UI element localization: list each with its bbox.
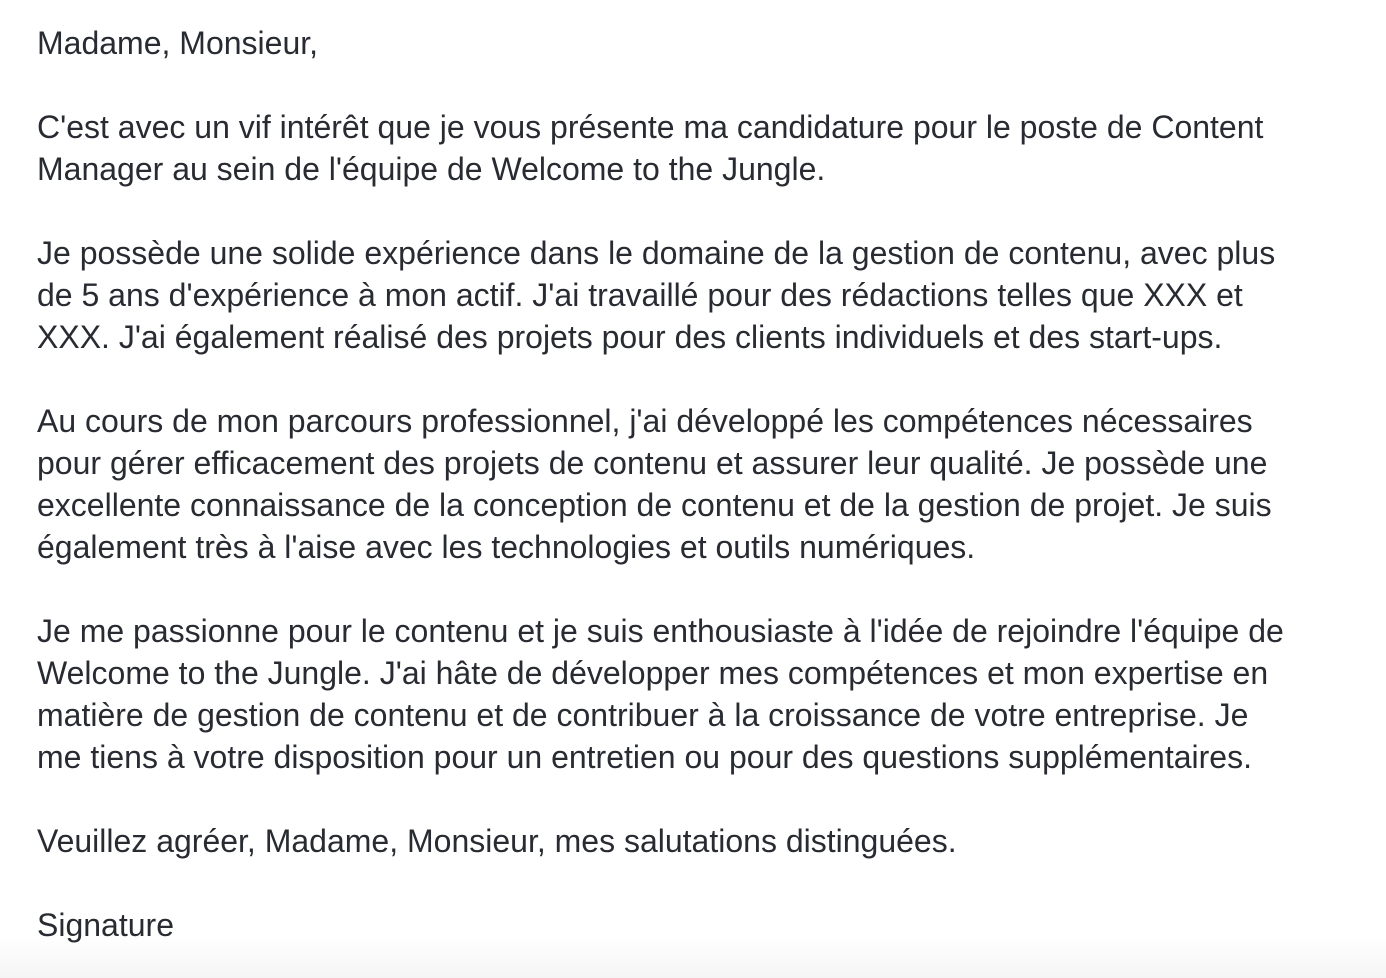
signature-placeholder: Signature (37, 907, 174, 943)
letter-paragraph-skills: Au cours de mon parcours professionnel, j'ai développé les compétences nécessaires pour gérer efficacement des projets de contenu et assurer leur qualité. Je possède une excellente connaissance de la conception de contenu et de la gestion de projet. Je suis également très à l'aise avec les technologies et outils numériques. (37, 403, 1272, 565)
letter-salutation: Madame, Monsieur, (37, 25, 319, 61)
letter-paragraph-intro: C'est avec un vif intérêt que je vous présente ma candidature pour le poste de Content Manager au sein de l'équipe de Welcome to the Jungle. (37, 109, 1264, 187)
letter-paragraph-motivation: Je me passionne pour le contenu et je suis enthousiaste à l'idée de rejoindre l'équipe de Welcome to the Jungle. J'ai hâte de développer mes compétences et mon expertise en matière de gestion de contenu et de contribuer à la croissance de votre entreprise. Je me tiens à votre disposition pour un entretien ou pour des questions supplémentaires. (37, 613, 1284, 775)
letter-paragraph-experience: Je possède une solide expérience dans le domaine de la gestion de contenu, avec plus de 5 ans d'expérience à mon actif. J'ai travaillé pour des rédactions telles que XXX et XXX. J'ai également réalisé des projets pour des clients individuels et des start-ups. (37, 235, 1276, 355)
letter-closing: Veuillez agréer, Madame, Monsieur, mes salutations distinguées. (37, 823, 957, 859)
